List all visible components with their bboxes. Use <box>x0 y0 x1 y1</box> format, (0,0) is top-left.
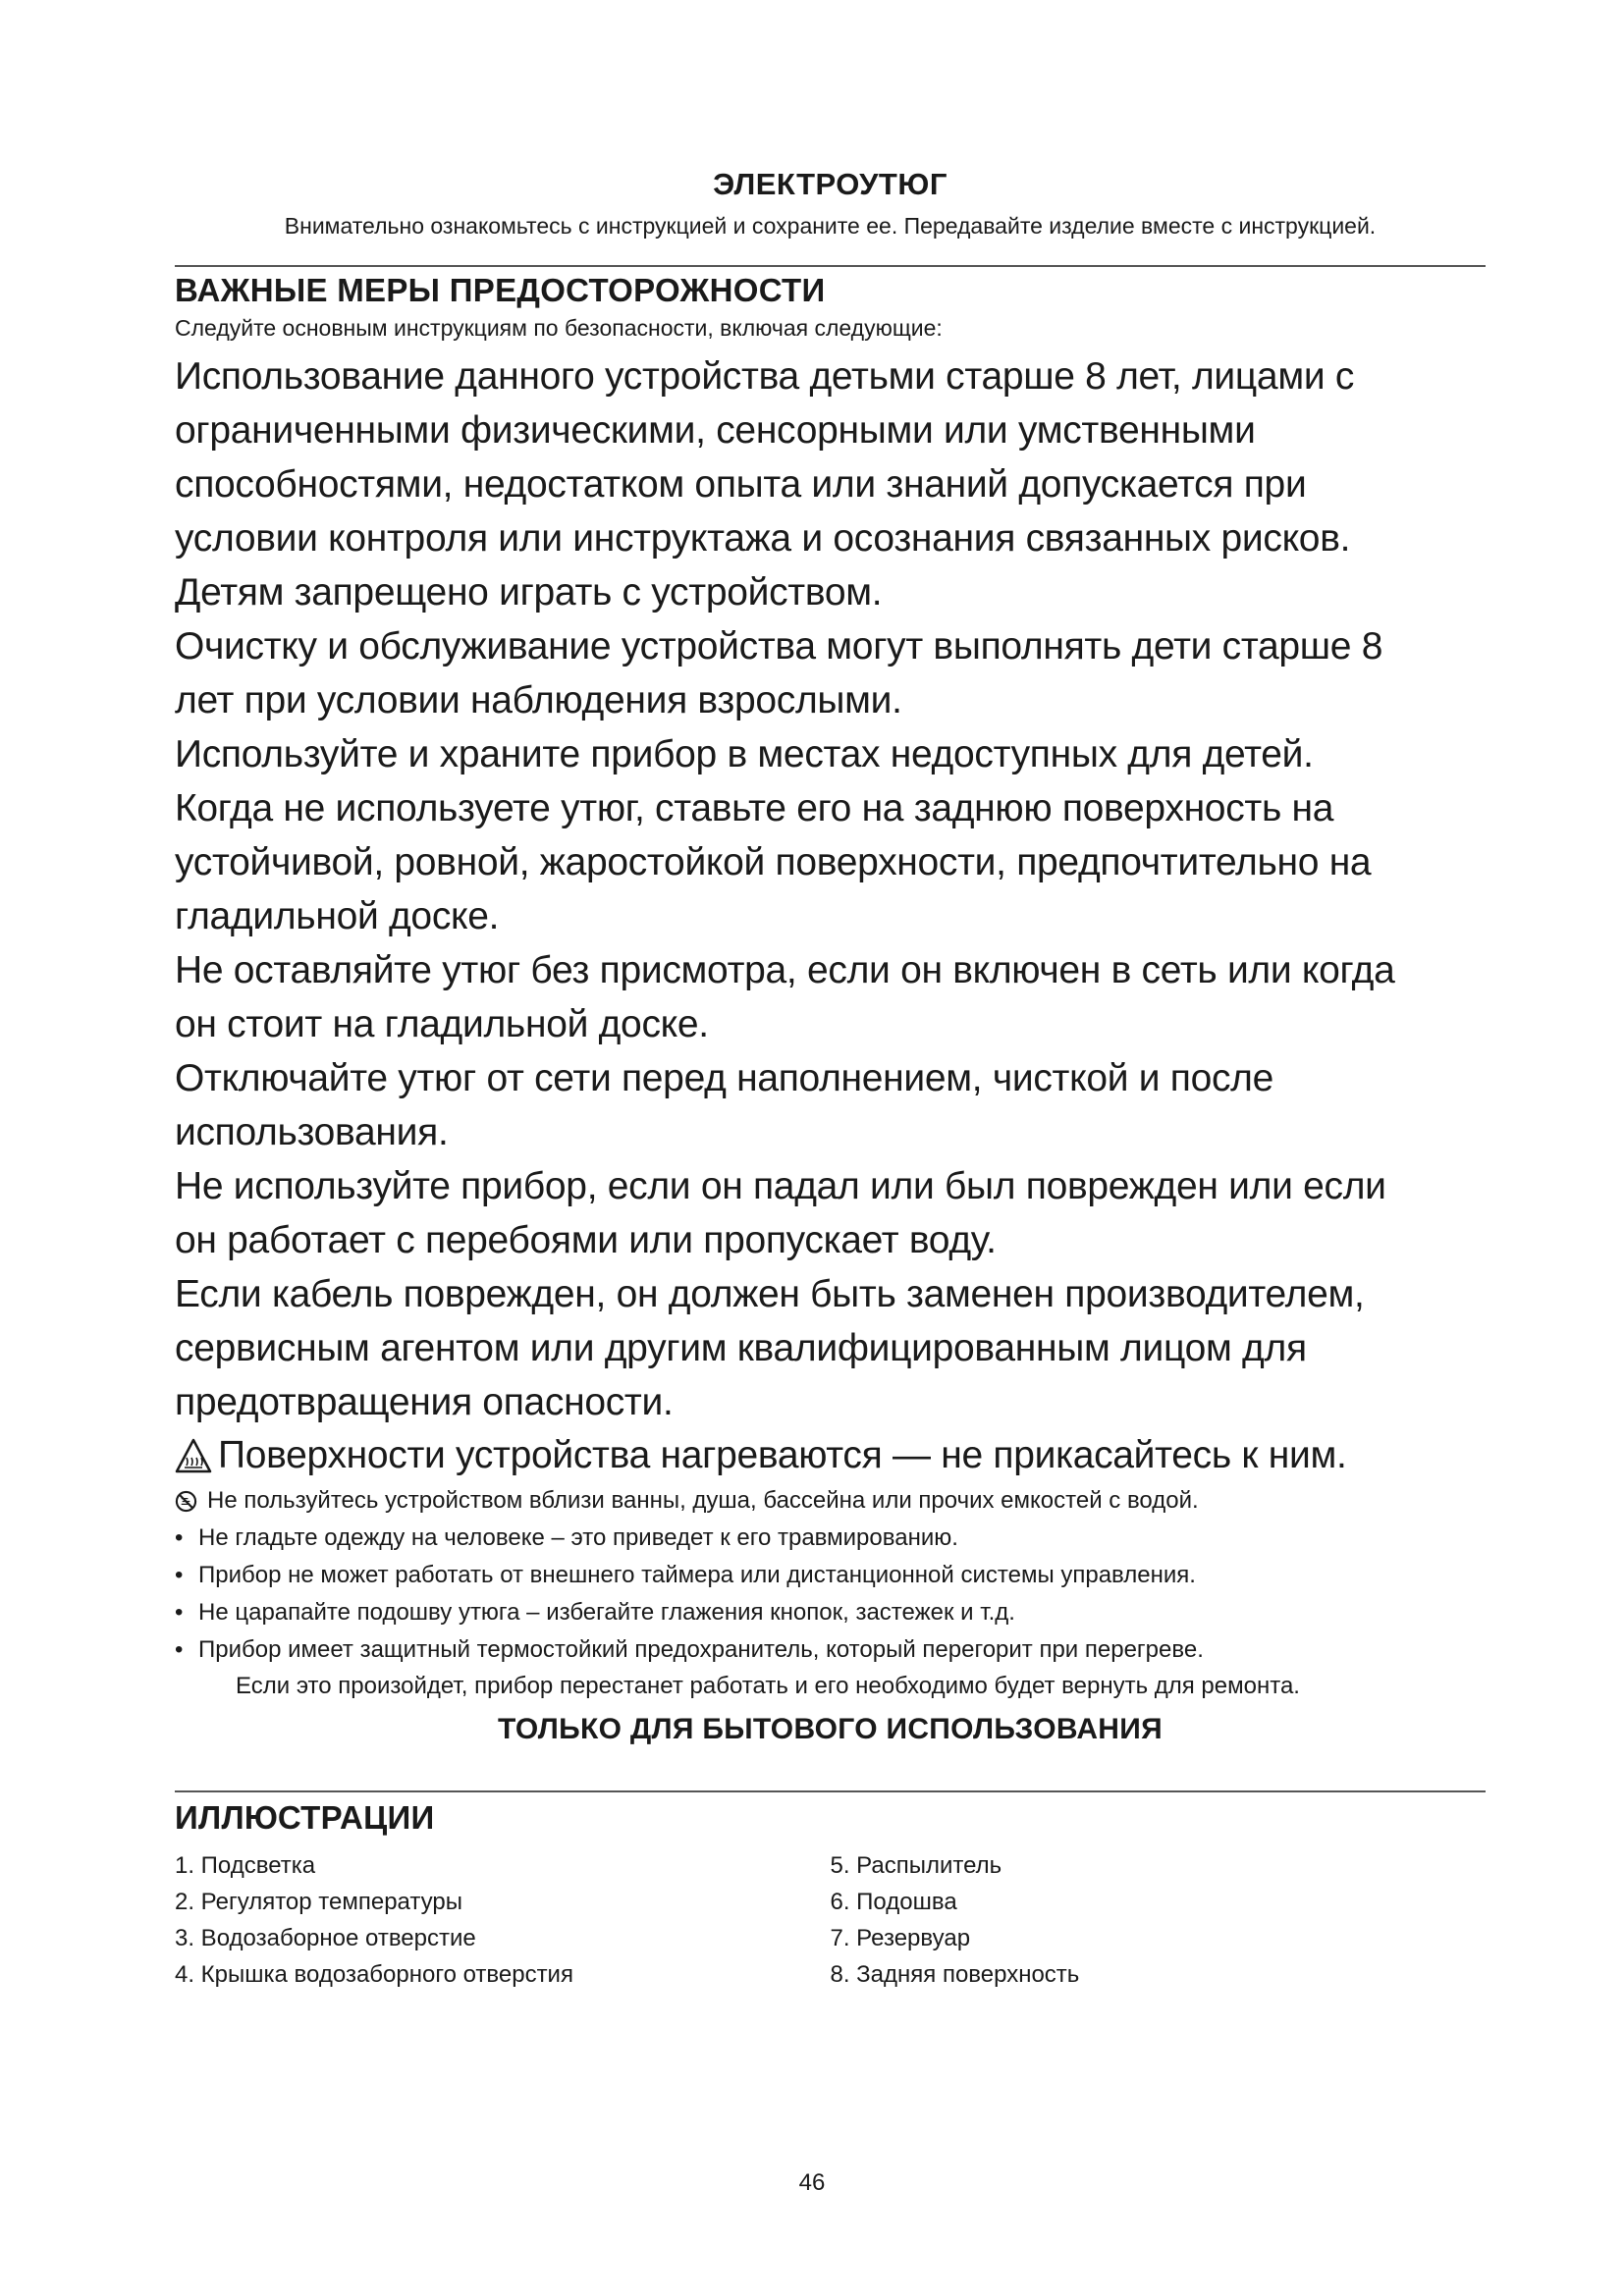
safety-line: устойчивой, ровной, жаростойкой поверхности, предпочтительно на <box>175 841 1372 883</box>
bullet-continuation: Если это произойдет, прибор перестанет работать и его необходимо будет вернуть для ремонта. <box>236 1673 1300 1699</box>
safety-line: он работает с перебоями или пропускает воду. <box>175 1219 997 1261</box>
household-use-only: ТОЛЬКО ДЛЯ БЫТОВОГО ИСПОЛЬЗОВАНИЯ <box>498 1713 1163 1745</box>
list-item: 3. Водозаборное отверстие <box>175 1925 476 1951</box>
safety-line: Используйте и храните прибор в местах недоступных для детей. <box>175 733 1314 775</box>
safety-line: Не используйте прибор, если он падал или был поврежден или если <box>175 1165 1386 1207</box>
safety-lead: Следуйте основным инструкциям по безопасности, включая следующие: <box>175 315 943 341</box>
safety-line: Отключайте утюг от сети перед наполнением, чисткой и после <box>175 1057 1274 1099</box>
safety-line: Использование данного устройства детьми старше 8 лет, лицами с <box>175 355 1355 398</box>
no-water-icon <box>175 1490 197 1513</box>
safety-line: Очистку и обслуживание устройства могут выполнять дети старше 8 <box>175 625 1383 667</box>
bullet-text: Прибор не может работать от внешнего таймера или дистанционной системы управления. <box>198 1562 1196 1588</box>
hot-surface-warning <box>175 1429 1486 1482</box>
bullet-text: Не царапайте подошву утюга – избегайте глажения кнопок, застежек и т.д. <box>198 1599 1015 1626</box>
illustrations-section-title: ИЛЛЮСТРАЦИИ <box>175 1799 435 1836</box>
safety-line: Если кабель поврежден, он должен быть заменен производителем, <box>175 1273 1365 1315</box>
document-page <box>175 165 1486 1993</box>
list-item: 7. Резервуар <box>830 1925 971 1951</box>
safety-line: способностями, недостатком опыта или знаний допускается при <box>175 463 1307 506</box>
hot-surface-icon <box>175 1438 212 1473</box>
list-item: 5. Распылитель <box>830 1852 1002 1879</box>
bullet-dot: • <box>175 1524 184 1551</box>
safety-line: Не оставляйте утюг без присмотра, если он включен в сеть или когда <box>175 949 1395 991</box>
divider <box>175 1790 1486 1792</box>
list-item: 2. Регулятор температуры <box>175 1889 462 1915</box>
safety-big-text <box>175 349 1486 1429</box>
illustrations-right-column <box>831 1847 1487 1993</box>
list-item: 4. Крышка водозаборного отверстия <box>175 1961 573 1988</box>
page-number: 46 <box>798 2169 826 2196</box>
list-item: 1. Подсветка <box>175 1852 316 1879</box>
water-warning-text: Не пользуйтесь устройством вблизи ванны, душа, бассейна или прочих емкостей с водой. <box>207 1487 1199 1514</box>
safety-line: Детям запрещено играть с устройством. <box>175 571 883 614</box>
safety-line: он стоит на гладильной доске. <box>175 1003 709 1045</box>
safety-section-title: ВАЖНЫЕ МЕРЫ ПРЕДОСТОРОЖНОСТИ <box>175 272 826 308</box>
bullet-item <box>175 1594 1486 1631</box>
safety-line: предотвращения опасности. <box>175 1381 674 1423</box>
intro-text: Внимательно ознакомьтесь с инструкцией и сохраните ее. Передавайте изделие вместе с инструкцией. <box>284 213 1377 239</box>
safety-line: использования. <box>175 1111 449 1153</box>
illustrations-left-column <box>175 1847 831 1993</box>
illustrations-list <box>175 1847 1486 1993</box>
divider <box>175 265 1486 267</box>
list-item: 6. Подошва <box>830 1889 957 1915</box>
bullet-item <box>175 1631 1486 1669</box>
bullet-dot: • <box>175 1562 184 1588</box>
safety-line: условии контроля или инструктажа и осознания связанных рисков. <box>175 517 1351 560</box>
safety-line: Когда не используете утюг, ставьте его на заднюю поверхность на <box>175 787 1334 829</box>
bullet-item <box>175 1520 1486 1557</box>
bullet-dot: • <box>175 1636 184 1663</box>
bullet-text: Прибор имеет защитный термостойкий предохранитель, который перегорит при перегреве. <box>198 1636 1204 1663</box>
water-warning <box>175 1482 1486 1520</box>
bullet-text: Не гладьте одежду на человеке – это приведет к его травмированию. <box>198 1524 958 1551</box>
safety-line: сервисным агентом или другим квалифицированным лицом для <box>175 1327 1307 1369</box>
hot-surface-text: Поверхности устройства нагреваются — не прикасайтесь к ним. <box>218 1434 1347 1476</box>
bullet-item <box>175 1557 1486 1594</box>
safety-line: лет при условии наблюдения взрослыми. <box>175 679 902 721</box>
document-title: ЭЛЕКТРОУТЮГ <box>713 167 947 201</box>
safety-line: ограниченными физическими, сенсорными или умственными <box>175 409 1256 452</box>
bullet-dot: • <box>175 1599 184 1626</box>
list-item: 8. Задняя поверхность <box>830 1961 1080 1988</box>
safety-line: гладильной доске. <box>175 895 500 937</box>
